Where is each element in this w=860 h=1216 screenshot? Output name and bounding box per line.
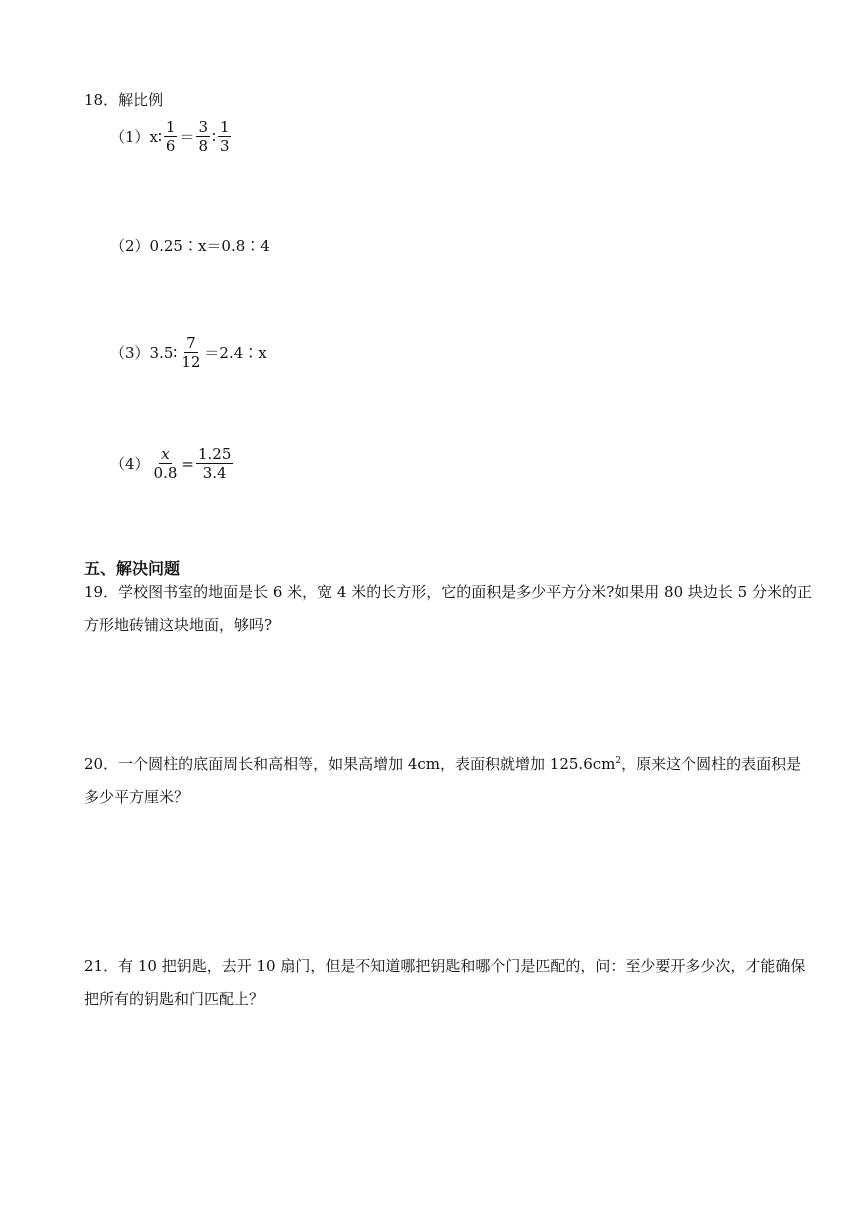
fraction (196, 118, 210, 155)
fraction-denominator: 8 (198, 137, 209, 155)
fraction-numerator: 1 (219, 118, 230, 136)
fraction-numerator: 1 (165, 118, 176, 136)
proportion-4 (110, 445, 235, 482)
fraction-numerator: 7 (186, 334, 196, 352)
fraction (218, 118, 232, 155)
fraction-numerator: 3 (198, 118, 209, 136)
question-20-text-a: 20．一个圆柱的底面周长和高相等，如果高增加 4cm，表面积就增加 125.6cm (84, 755, 616, 773)
superscript: 2 (615, 756, 622, 766)
question-18-title: 18．解比例 (84, 91, 164, 109)
proportion-1 (110, 118, 233, 155)
fraction (152, 445, 180, 482)
proportion-3-label: （3） (110, 344, 150, 362)
fraction-numerator: x (161, 445, 170, 463)
proportion-1-label: （1） (110, 128, 150, 146)
fraction-denominator: 3 (219, 137, 230, 155)
question-20 (84, 745, 812, 814)
fraction-denominator: 3.4 (202, 464, 227, 482)
equals-sign: ＝ (179, 128, 195, 146)
question-21: 21．有 10 把钥匙，去开 10 扇门，但是不知道哪把钥匙和哪个门是匹配的，问：至少要开多少次，才能确保把所有的钥匙和门匹配上？ (84, 957, 806, 1008)
fraction (196, 445, 233, 482)
question-20-text-b: ，原来这个圆柱的表面积是多少平方厘米？ (84, 755, 802, 806)
proportion-3 (110, 334, 267, 371)
proportion-2: （2）0.25∶x＝0.8∶4 (110, 237, 270, 255)
proportion-4-label: （4） (110, 455, 150, 473)
proportion-3-left: 3.5∶ (149, 343, 178, 362)
proportion-1-x: x (149, 127, 159, 146)
fraction-denominator: 12 (181, 353, 201, 371)
fraction (164, 118, 178, 155)
fraction (179, 334, 202, 371)
question-19: 19．学校图书室的地面是长 6 米，宽 4 米的长方形，它的面积是多少平方分米?如果用 80 块边长 5 分米的正方形地砖铺这块地面，够吗? (84, 583, 812, 634)
proportion-1-colon: ∶ (212, 127, 216, 146)
proportion-1-colon: ∶ (158, 127, 162, 146)
section-title: 五、解决问题 (84, 559, 181, 578)
equals-sign: = (181, 454, 194, 473)
fraction-denominator: 6 (165, 137, 176, 155)
fraction-denominator: 0.8 (153, 464, 178, 482)
proportion-3-right: ＝2.4∶x (204, 344, 267, 362)
fraction-numerator: 1.25 (197, 445, 232, 463)
